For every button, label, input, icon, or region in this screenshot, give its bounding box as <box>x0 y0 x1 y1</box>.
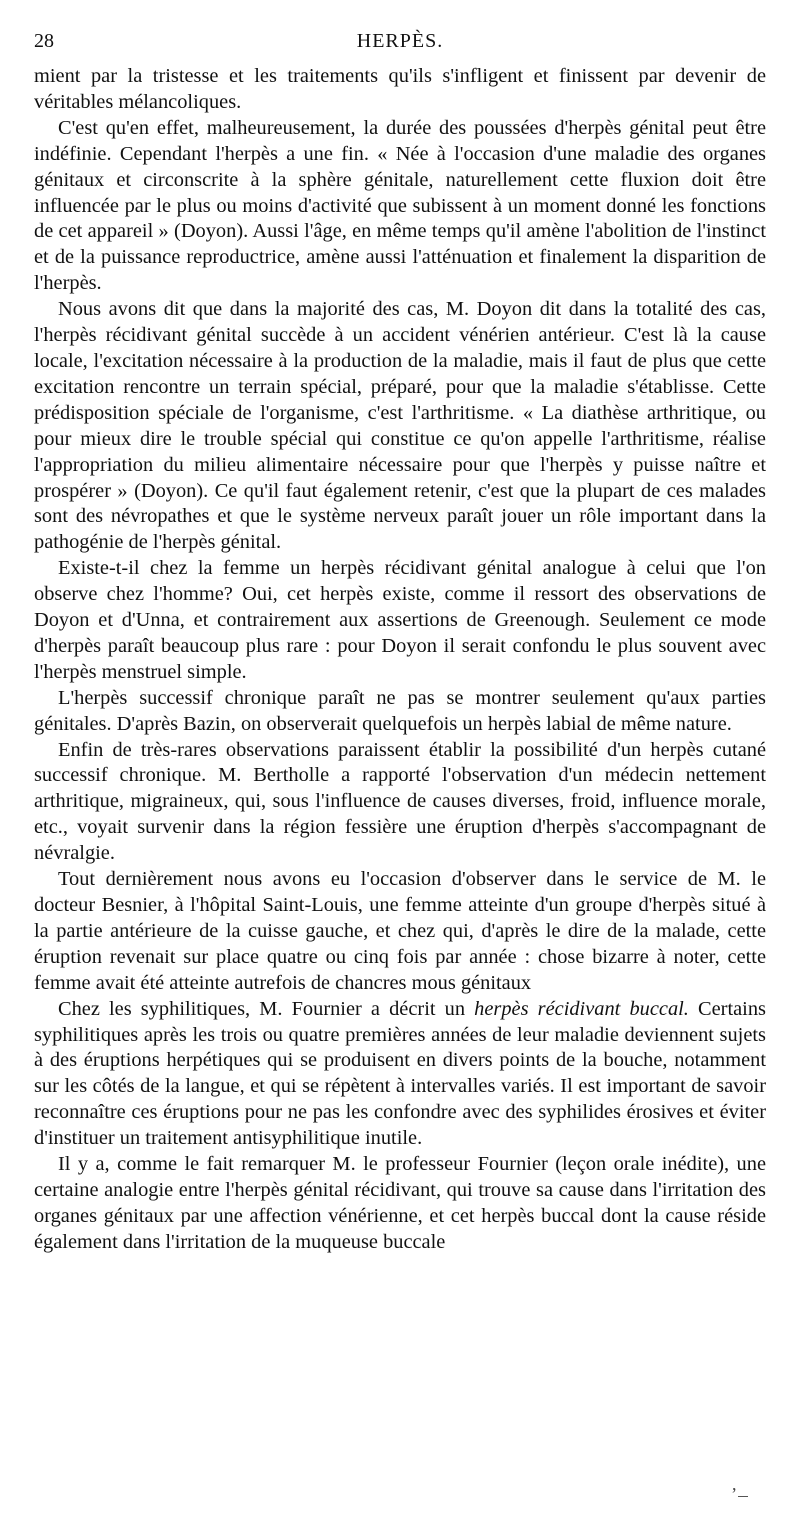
paragraph-buccal-italic: herpès récidivant buccal. <box>474 997 689 1020</box>
bottom-dash <box>738 1496 748 1497</box>
paragraph-buccal <box>34 997 766 1152</box>
paragraph-besnier: Tout dernièrement nous avons eu l'occasion d'observer dans le service de M. le docteur Besnier, à l'hôpital Saint-Louis, une femme atteinte d'un groupe d'herpès situé à la partie antérieure de la cuisse gauche, et chez qui, d'après le dire de la malade, cette éruption revenait sur place quatre ou cinq fois par année : chose bizarre à noter, cette femme avait été atteinte autrefois de chancres mous génitaux <box>34 868 766 994</box>
bottom-mark: , <box>732 1474 737 1494</box>
paragraph-continuation: mient par la tristesse et les traitements qu'ils s'infligent et finissent par devenir de véritables mélancoliques. <box>34 65 766 113</box>
running-title: HERPÈS. <box>356 30 444 52</box>
paragraph-duration: C'est qu'en effet, malheureusement, la durée des poussées d'herpès génital peut être indéfinie. Cependant l'herpès a une fin. « Née à l'occasion d'une maladie des organes génitaux et circonscrite à la sphère génitale, naturellement cette fluxion doit être influencée par le plus ou moins d'activité que subissent à un moment donné les fonctions de cet appareil » (Doyon). Aussi l'âge, en même temps qu'il amène l'abolition de l'instinct et de la puissance reproductrice, amène aussi l'atténuation et finalement la disparition de l'herpès. <box>34 116 766 295</box>
page-header <box>34 30 766 60</box>
paragraph-femme: Existe-t-il chez la femme un herpès récidivant génital analogue à celui que l'on observe chez l'homme? Oui, cet herpès existe, comme il ressort des observations de Doyon et d'Unna, et contrairement aux assertions de Greenough. Seulement ce mode d'herpès paraît beaucoup plus rare : pour Doyon il serait confondu le plus souvent avec l'herpès menstruel simple. <box>34 557 766 683</box>
paragraph-labial: L'herpès successif chronique paraît ne pas se montrer seulement qu'aux parties génitales. D'après Bazin, on observerait quelquefois un herpès labial de même nature. <box>34 686 766 735</box>
paragraph-analogie: Il y a, comme le fait remarquer M. le professeur Fournier (leçon orale inédite), une certaine analogie entre l'herpès génital récidivant, qui trouve sa cause dans l'irritation des organes génitaux par une affection vénérienne, et cet herpès buccal dont la cause réside également dans l'irritation de la muqueuse buccale <box>34 1153 766 1253</box>
paragraph-cutane: Enfin de très-rares observations paraissent établir la possibilité d'un herpès cutané successif chronique. M. Bertholle a rapporté l'observation d'un médecin nettement arthritique, migraineux, qui, sous l'influence de causes diverses, froid, influence morale, etc., voyait survenir dans la région fessière une éruption d'herpès s'accompagnant de névralgie. <box>34 738 766 865</box>
page-number: 28 <box>34 30 54 52</box>
paragraph-cause: Nous avons dit que dans la majorité des cas, M. Doyon dit dans la totalité des cas, l'herpès récidivant génital succède à un accident vénérien antérieur. C'est là la cause locale, l'excitation nécessaire à la production de la maladie, mais il faut de plus que cette excitation rencontre un terrain spécial, préparé, pour que la maladie s'établisse. Cette prédisposition spéciale de l'organisme, c'est l'arthritisme. « La diathèse arthritique, ou pour mieux dire le trouble spécial qui constitue ce qu'on appelle l'arthritisme, réalise l'appropriation du milieu alimentaire nécessaire pour que l'herpès y puisse naître et prospérer » (Doyon). Ce qu'il faut également retenir, c'est que la plupart de ces malades sont des névropathes et que le système nerveux paraît jouer un rôle important dans la pathogénie de l'herpès génital. <box>34 298 766 554</box>
paragraph-buccal-before: Chez les syphilitiques, M. Fournier a décrit un <box>58 997 475 1020</box>
text-body <box>34 64 766 1256</box>
paragraph-buccal-after: Certains syphilitiques après les trois ou quatre premières années de leur maladie deviennent sujets à des éruptions herpétiques qui se produisent en divers points de la bouche, notamment sur les côtés de la langue, et qui se répètent à intervalles variés. Il est important de savoir reconnaître ces éruptions pour ne pas les confondre avec des syphilides érosives et éviter d'instituer un traitement antisyphilitique inutile. <box>34 997 766 1150</box>
